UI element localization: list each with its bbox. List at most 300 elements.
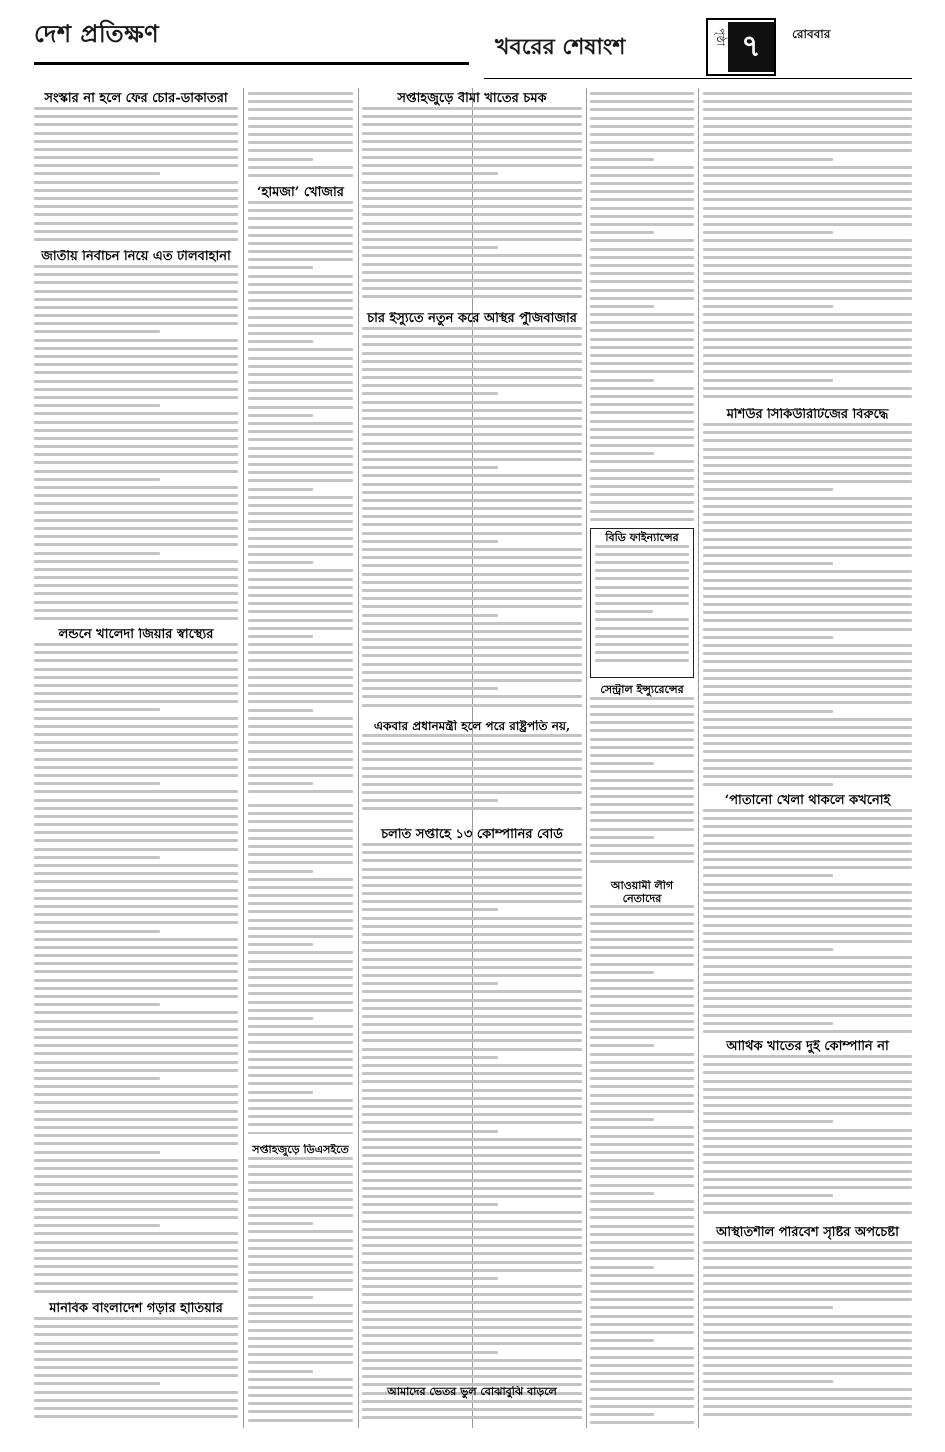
text-line-placeholder xyxy=(248,381,353,384)
text-line-placeholder xyxy=(703,965,912,968)
text-line-placeholder xyxy=(34,189,238,192)
text-line-placeholder xyxy=(590,979,694,982)
text-line-placeholder xyxy=(362,360,582,363)
text-line-placeholder xyxy=(590,354,694,357)
text-line-placeholder xyxy=(703,1178,912,1181)
text-line-placeholder xyxy=(703,660,912,663)
text-line-placeholder xyxy=(34,995,238,998)
text-line-placeholder xyxy=(248,782,313,785)
text-line-placeholder xyxy=(362,564,582,567)
text-line-placeholder xyxy=(248,1255,353,1258)
story-body xyxy=(248,804,353,1134)
text-line-placeholder xyxy=(34,1011,238,1014)
text-line-placeholder xyxy=(362,189,582,192)
text-line-placeholder xyxy=(362,205,582,208)
text-line-placeholder xyxy=(34,1020,238,1023)
text-line-placeholder xyxy=(248,725,353,728)
text-line-placeholder xyxy=(362,807,582,810)
text-line-placeholder xyxy=(590,1061,694,1064)
text-line-placeholder xyxy=(590,1167,694,1170)
text-line-placeholder xyxy=(703,1137,912,1140)
text-line-placeholder xyxy=(362,949,582,952)
text-line-placeholder xyxy=(34,1317,238,1320)
text-line-placeholder xyxy=(362,671,582,674)
text-line-placeholder xyxy=(590,770,694,773)
text-line-placeholder xyxy=(248,992,353,995)
text-line-placeholder xyxy=(34,1028,238,1031)
text-line-placeholder xyxy=(248,968,353,971)
text-line-placeholder xyxy=(703,924,912,927)
text-line-placeholder xyxy=(34,576,238,579)
text-line-placeholder xyxy=(703,141,912,144)
text-line-placeholder xyxy=(248,133,353,136)
text-line-placeholder xyxy=(248,1247,353,1250)
text-line-placeholder xyxy=(248,316,353,319)
text-line-placeholder xyxy=(590,338,694,341)
text-line-placeholder xyxy=(248,250,353,253)
text-line-placeholder xyxy=(248,894,353,897)
text-line-placeholder xyxy=(703,370,912,373)
text-line-placeholder xyxy=(590,256,694,259)
text-line-placeholder xyxy=(703,472,912,475)
text-line-placeholder xyxy=(248,910,353,913)
text-line-placeholder xyxy=(362,917,582,920)
text-line-placeholder xyxy=(34,330,160,333)
text-line-placeholder xyxy=(34,1232,238,1235)
text-line-placeholder xyxy=(703,1088,912,1091)
text-line-placeholder xyxy=(590,1110,694,1113)
text-line-placeholder xyxy=(362,540,498,543)
text-line-placeholder xyxy=(34,930,160,933)
text-line-placeholder xyxy=(703,133,912,136)
text-line-placeholder xyxy=(590,141,694,144)
text-line-placeholder xyxy=(248,488,313,491)
text-line-placeholder xyxy=(248,758,353,761)
text-line-placeholder xyxy=(34,1183,238,1186)
text-line-placeholder xyxy=(595,651,689,654)
text-line-placeholder xyxy=(34,238,238,241)
text-line-placeholder xyxy=(362,1015,582,1018)
text-line-placeholder xyxy=(34,115,238,118)
story-body xyxy=(248,92,353,177)
text-line-placeholder xyxy=(590,713,694,716)
text-line-placeholder xyxy=(34,889,238,892)
text-line-placeholder xyxy=(595,610,653,613)
story xyxy=(703,1226,912,1424)
text-line-placeholder xyxy=(34,355,238,358)
story xyxy=(248,804,353,1134)
text-line-placeholder xyxy=(34,1175,238,1178)
text-line-placeholder xyxy=(34,172,160,175)
text-line-placeholder xyxy=(590,460,694,463)
text-line-placeholder xyxy=(34,592,238,595)
text-line-placeholder xyxy=(590,1225,694,1228)
text-line-placeholder xyxy=(703,1266,912,1269)
text-line-placeholder xyxy=(248,92,353,95)
text-line-placeholder xyxy=(703,1030,912,1033)
text-line-placeholder xyxy=(595,618,689,621)
text-line-placeholder xyxy=(595,602,689,605)
text-line-placeholder xyxy=(703,521,912,524)
text-line-placeholder xyxy=(703,346,912,349)
text-line-placeholder xyxy=(34,584,238,587)
text-line-placeholder xyxy=(703,1290,912,1293)
text-line-placeholder xyxy=(590,149,694,152)
text-line-placeholder xyxy=(248,741,353,744)
text-line-placeholder xyxy=(248,853,353,856)
text-line-placeholder xyxy=(595,545,689,548)
text-line-placeholder xyxy=(703,1249,912,1252)
text-line-placeholder xyxy=(590,1241,694,1244)
story-body xyxy=(703,423,912,788)
text-line-placeholder xyxy=(362,1138,582,1141)
story-body xyxy=(34,265,238,620)
text-line-placeholder xyxy=(34,1325,238,1328)
text-line-placeholder xyxy=(362,1334,582,1337)
masthead-title: দেশ প্রতিক্ষণ xyxy=(34,19,160,48)
text-line-placeholder xyxy=(362,483,582,486)
text-line-placeholder xyxy=(703,529,912,532)
text-line-placeholder xyxy=(362,107,582,110)
text-line-placeholder xyxy=(248,1189,353,1192)
text-line-placeholder xyxy=(362,1146,582,1149)
text-line-placeholder xyxy=(362,1064,582,1067)
story xyxy=(248,92,353,180)
text-line-placeholder xyxy=(34,807,238,810)
text-line-placeholder xyxy=(590,1413,654,1416)
text-line-placeholder xyxy=(34,404,160,407)
text-line-placeholder xyxy=(248,414,313,417)
text-line-placeholder xyxy=(703,595,912,598)
text-line-placeholder xyxy=(703,809,912,812)
text-line-placeholder xyxy=(703,190,912,193)
text-line-placeholder xyxy=(248,1361,353,1364)
text-line-placeholder xyxy=(590,1282,694,1285)
text-line-placeholder xyxy=(34,1350,238,1353)
text-line-placeholder xyxy=(362,605,582,608)
text-line-placeholder xyxy=(595,627,689,630)
text-line-placeholder xyxy=(362,1105,582,1108)
text-line-placeholder xyxy=(34,979,238,982)
text-line-placeholder xyxy=(248,1329,353,1332)
text-line-placeholder xyxy=(362,687,498,690)
text-line-placeholder xyxy=(590,174,694,177)
story-body xyxy=(362,327,582,712)
text-line-placeholder xyxy=(248,553,353,556)
text-line-placeholder xyxy=(703,1063,912,1066)
text-line-placeholder xyxy=(703,1413,912,1416)
text-line-placeholder xyxy=(590,746,694,749)
text-line-placeholder xyxy=(590,190,694,193)
text-line-placeholder xyxy=(703,554,912,557)
text-line-placeholder xyxy=(590,477,694,480)
text-line-placeholder xyxy=(248,201,353,204)
text-line-placeholder xyxy=(362,254,582,257)
text-line-placeholder xyxy=(595,569,689,572)
text-line-placeholder xyxy=(362,695,582,698)
text-line-placeholder xyxy=(34,782,160,785)
text-line-placeholder xyxy=(362,1310,582,1313)
text-line-placeholder xyxy=(34,790,238,793)
text-line-placeholder xyxy=(362,132,582,135)
text-line-placeholder xyxy=(590,987,694,990)
text-line-placeholder xyxy=(590,844,694,847)
text-line-placeholder xyxy=(362,1170,582,1173)
text-line-placeholder xyxy=(703,166,912,169)
text-line-placeholder xyxy=(362,783,582,786)
text-line-placeholder xyxy=(34,1093,238,1096)
text-line-placeholder xyxy=(248,406,353,409)
text-line-placeholder xyxy=(362,1039,582,1042)
text-line-placeholder xyxy=(34,421,238,424)
text-line-placeholder xyxy=(703,932,912,935)
text-line-placeholder xyxy=(34,568,238,571)
text-line-placeholder xyxy=(362,1318,582,1321)
text-line-placeholder xyxy=(34,700,238,703)
masthead-rule xyxy=(34,62,469,65)
text-line-placeholder xyxy=(703,215,912,218)
text-line-placeholder xyxy=(590,1397,694,1400)
text-line-placeholder xyxy=(590,1126,694,1129)
text-line-placeholder xyxy=(590,1266,654,1269)
text-line-placeholder xyxy=(703,891,912,894)
text-line-placeholder xyxy=(362,491,582,494)
text-line-placeholder xyxy=(34,339,238,342)
text-line-placeholder xyxy=(362,1277,498,1280)
text-line-placeholder xyxy=(362,1367,582,1370)
story-body xyxy=(590,92,694,522)
text-line-placeholder xyxy=(34,617,238,620)
text-line-placeholder xyxy=(34,668,238,671)
text-line-placeholder xyxy=(362,742,582,745)
text-line-placeholder xyxy=(34,1069,238,1072)
text-line-placeholder xyxy=(34,774,238,777)
text-line-placeholder xyxy=(590,248,694,251)
text-line-placeholder xyxy=(248,717,353,720)
text-line-placeholder xyxy=(34,388,238,391)
text-line-placeholder xyxy=(248,291,353,294)
text-line-placeholder xyxy=(248,447,353,450)
text-line-placeholder xyxy=(34,938,238,941)
story-body xyxy=(34,107,238,241)
text-line-placeholder xyxy=(34,946,238,949)
text-line-placeholder xyxy=(248,258,353,261)
page-header xyxy=(0,0,945,86)
text-line-placeholder xyxy=(590,1233,694,1236)
text-line-placeholder xyxy=(595,586,689,589)
text-line-placeholder xyxy=(248,610,353,613)
text-line-placeholder xyxy=(590,729,694,732)
story-body xyxy=(703,1241,912,1416)
text-line-placeholder xyxy=(590,1208,694,1211)
story-body xyxy=(362,107,582,298)
text-line-placeholder xyxy=(703,1022,833,1025)
text-line-placeholder xyxy=(34,461,238,464)
text-line-placeholder xyxy=(362,679,582,682)
text-line-placeholder xyxy=(703,1096,912,1099)
text-line-placeholder xyxy=(34,1358,238,1361)
text-line-placeholder xyxy=(703,92,912,95)
story xyxy=(703,408,912,788)
text-line-placeholder xyxy=(248,1041,353,1044)
text-line-placeholder xyxy=(703,395,912,398)
text-line-placeholder xyxy=(362,384,582,387)
text-line-placeholder xyxy=(362,246,498,249)
text-line-placeholder xyxy=(590,828,694,831)
text-line-placeholder xyxy=(703,289,912,292)
text-line-placeholder xyxy=(34,371,238,374)
text-line-placeholder xyxy=(362,287,582,290)
text-line-placeholder xyxy=(362,1130,498,1133)
text-line-placeholder xyxy=(34,140,238,143)
text-line-placeholder xyxy=(248,1066,353,1069)
text-line-placeholder xyxy=(248,373,353,376)
text-line-placeholder xyxy=(362,172,498,175)
text-line-placeholder xyxy=(590,346,694,349)
text-line-placeholder xyxy=(590,1323,694,1326)
text-line-placeholder xyxy=(703,883,912,886)
text-line-placeholder xyxy=(590,1339,654,1342)
text-line-placeholder xyxy=(248,463,353,466)
text-line-placeholder xyxy=(703,636,833,639)
text-line-placeholder xyxy=(590,428,694,431)
text-line-placeholder xyxy=(248,627,353,630)
text-line-placeholder xyxy=(34,429,238,432)
text-line-placeholder xyxy=(248,1206,353,1209)
text-line-placeholder xyxy=(248,1181,353,1184)
text-line-placeholder xyxy=(248,1239,353,1242)
text-line-placeholder xyxy=(248,1271,353,1274)
text-line-placeholder xyxy=(590,697,694,700)
column-divider xyxy=(358,88,359,1428)
text-line-placeholder xyxy=(248,545,353,548)
text-line-placeholder xyxy=(248,960,353,963)
text-line-placeholder xyxy=(703,652,912,655)
page-label: পৃষ্ঠা xyxy=(714,28,727,46)
text-line-placeholder xyxy=(590,329,694,332)
column-divider xyxy=(586,88,587,1428)
text-line-placeholder xyxy=(248,750,353,753)
text-line-placeholder xyxy=(590,379,654,382)
text-line-placeholder xyxy=(248,307,353,310)
text-line-placeholder xyxy=(34,880,238,883)
text-line-placeholder xyxy=(248,455,353,458)
text-line-placeholder xyxy=(248,275,353,278)
text-line-placeholder xyxy=(362,925,582,928)
text-line-placeholder xyxy=(34,1085,238,1088)
text-line-placeholder xyxy=(362,799,498,802)
text-line-placeholder xyxy=(34,1134,238,1137)
text-line-placeholder xyxy=(34,519,238,522)
text-line-placeholder xyxy=(248,829,353,832)
text-line-placeholder xyxy=(590,493,694,496)
text-line-placeholder xyxy=(34,380,238,383)
text-line-placeholder xyxy=(34,265,238,268)
text-line-placeholder xyxy=(590,395,694,398)
text-line-placeholder xyxy=(362,966,582,969)
text-line-placeholder xyxy=(703,480,912,483)
text-line-placeholder xyxy=(248,1296,313,1299)
text-line-placeholder xyxy=(590,1274,694,1277)
story xyxy=(248,1144,353,1424)
text-line-placeholder xyxy=(248,1198,353,1201)
text-line-placeholder xyxy=(362,433,582,436)
text-line-placeholder xyxy=(590,1012,694,1015)
text-line-placeholder xyxy=(34,954,238,957)
text-line-placeholder xyxy=(34,717,238,720)
text-line-placeholder xyxy=(362,352,582,355)
text-line-placeholder xyxy=(362,1179,582,1182)
text-line-placeholder xyxy=(34,725,238,728)
text-line-placeholder xyxy=(703,264,912,267)
text-line-placeholder xyxy=(703,108,912,111)
text-line-placeholder xyxy=(248,357,353,360)
story-headline: ‘হামজা’ খোঁজার xyxy=(257,186,344,200)
story-body xyxy=(590,697,694,864)
text-line-placeholder xyxy=(248,837,353,840)
text-line-placeholder xyxy=(248,1345,353,1348)
text-line-placeholder xyxy=(703,1241,912,1244)
text-line-placeholder xyxy=(703,207,912,210)
text-line-placeholder xyxy=(248,766,353,769)
text-line-placeholder xyxy=(362,392,498,395)
text-line-placeholder xyxy=(703,464,912,467)
text-line-placeholder xyxy=(34,1003,160,1006)
text-line-placeholder xyxy=(248,479,353,482)
text-line-placeholder xyxy=(703,1153,912,1156)
text-line-placeholder xyxy=(590,1159,694,1162)
text-line-placeholder xyxy=(248,1394,353,1397)
text-line-placeholder xyxy=(362,1113,582,1116)
text-line-placeholder xyxy=(34,651,238,654)
text-line-placeholder xyxy=(590,289,694,292)
text-line-placeholder xyxy=(248,659,353,662)
text-line-placeholder xyxy=(362,1301,582,1304)
text-line-placeholder xyxy=(703,726,912,729)
text-line-placeholder xyxy=(590,1020,694,1023)
text-line-placeholder xyxy=(703,628,912,631)
text-line-placeholder xyxy=(248,878,353,881)
text-line-placeholder xyxy=(590,1347,694,1350)
text-line-placeholder xyxy=(248,340,313,343)
text-line-placeholder xyxy=(34,1110,238,1113)
text-line-placeholder xyxy=(590,297,694,300)
text-line-placeholder xyxy=(34,1342,238,1345)
text-line-placeholder xyxy=(248,804,353,807)
text-line-placeholder xyxy=(703,1315,912,1318)
story-headline: চার ইস্যুতে নতুন করে অস্থির পুঁজিবাজার xyxy=(367,312,577,326)
column-divider xyxy=(698,88,699,1428)
text-line-placeholder xyxy=(703,321,912,324)
text-line-placeholder xyxy=(590,721,694,724)
text-line-placeholder xyxy=(362,750,582,753)
text-line-placeholder xyxy=(703,1104,912,1107)
text-line-placeholder xyxy=(595,594,689,597)
text-line-placeholder xyxy=(703,488,833,491)
text-line-placeholder xyxy=(362,638,582,641)
text-line-placeholder xyxy=(590,779,694,782)
text-line-placeholder xyxy=(362,843,582,846)
story-headline: লন্ডনে খালেদা জিয়ার স্বাস্থ্যের xyxy=(58,628,214,642)
text-line-placeholder xyxy=(248,692,353,695)
text-line-placeholder xyxy=(703,1112,912,1115)
text-line-placeholder xyxy=(703,759,912,762)
story xyxy=(703,1040,912,1220)
text-line-placeholder xyxy=(703,899,912,902)
text-line-placeholder xyxy=(248,951,353,954)
text-line-placeholder xyxy=(362,230,582,233)
text-line-placeholder xyxy=(248,226,353,229)
